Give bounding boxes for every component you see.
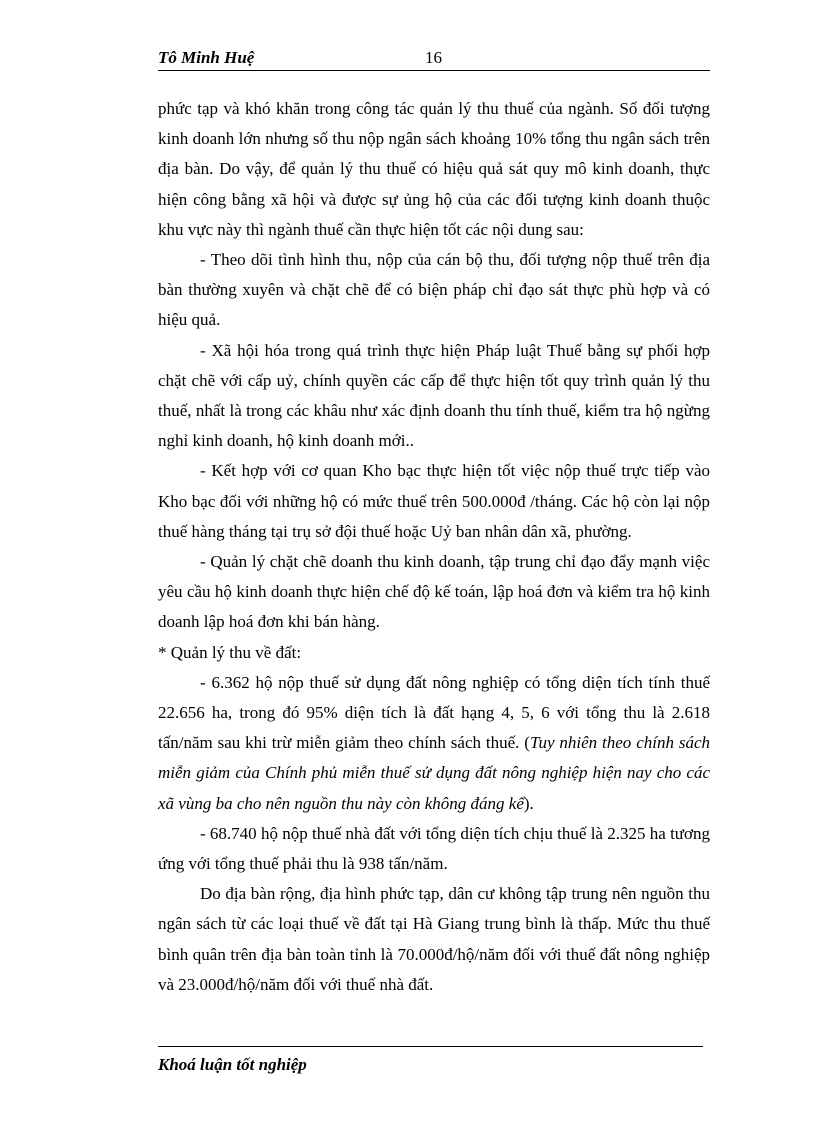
paragraph-continuation: phức tạp và khó khăn trong công tác quản lý thu thuế của ngành. Số đối tượng kinh doanh lớn nhưng số thu nộp ngân sách khoảng 10% tổng thu ngân sách trên địa bàn. Do vậy, để quản lý thu thuế có hiệu quả sát quy mô kinh doanh, thực hiện công bằng xã hội và được sự ủng hộ của các đối tượng kinh doanh thuộc khu vực này thì ngành thuế cần thực hiện tốt các nội dung sau: <box>158 99 710 239</box>
section-heading-land-revenue: * Quản lý thu về đất: <box>158 642 302 662</box>
bullet-treasury: - Kết hợp với cơ quan Kho bạc thực hiện tốt việc nộp thuế trực tiếp vào Kho bạc đối với những hộ có mức thuế trên 500.000đ /tháng. Các hộ còn lại nộp thuế hàng tháng tại trụ sở đội thuế hoặc Uỷ ban nhân dân xã, phường. <box>158 461 710 541</box>
header-author: Tô Minh Huệ <box>158 48 255 67</box>
footer-divider <box>158 1046 703 1047</box>
bullet-monitoring: - Theo dõi tình hình thu, nộp của cán bộ thu, đối tượng nộp thuế trên địa bàn thường xuyên và chặt chẽ để có biện pháp chỉ đạo sát thực phù hợp và có hiệu quả. <box>158 250 710 330</box>
paragraph-conclusion: Do địa bàn rộng, địa hình phức tạp, dân cư không tập trung nên nguồn thu ngân sách từ các loại thuế về đất tại Hà Giang trung bình là thấp. Mức thu thuế bình quân trên địa bàn toàn tỉnh là 70.000đ/hộ/năm đối với thuế đất nông nghiệp và 23.000đ/hộ/năm đối với thuế nhà đất. <box>158 884 710 994</box>
bullet-agricultural-land-tax <box>158 668 710 819</box>
agri-tax-italic-note: Tuy nhiên theo chính sách miễn giảm của Chính phủ miễn thuế sử dụng đất nông nghiệp hiện nay cho các xã vùng ba cho nên nguồn thu này còn không đáng kể <box>158 733 710 813</box>
bullet-revenue-management: - Quản lý chặt chẽ doanh thu kinh doanh, tập trung chỉ đạo đẩy mạnh việc yêu cầu hộ kinh doanh thực hiện chế độ kế toán, lập hoá đơn và kiểm tra hộ kinh doanh lập hoá đơn khi bán hàng. <box>158 552 710 632</box>
agri-tax-end: ). <box>523 793 534 813</box>
page-header <box>158 46 710 70</box>
bullet-housing-land-tax: - 68.740 hộ nộp thuế nhà đất với tổng diện tích chịu thuế là 2.325 ha tương ứng với tổng thuế phải thu là 938 tấn/năm. <box>158 823 710 874</box>
header-divider <box>158 70 710 71</box>
bullet-socialization: - Xã hội hóa trong quá trình thực hiện Pháp luật Thuế bằng sự phối hợp chặt chẽ với cấp uỷ, chính quyền các cấp để thực hiện tốt quy trình quản lý thu thuế, nhất là trong các khâu như xác định doanh thu tính thuế, kiểm tra hộ ngừng nghỉ kinh doanh, hộ kinh doanh mới.. <box>158 340 710 451</box>
page-footer: Khoá luận tốt nghiệp <box>158 1055 307 1074</box>
page-number: 16 <box>425 48 442 67</box>
document-body <box>158 94 710 1000</box>
agri-tax-text: - 6.362 hộ nộp thuế sử dụng đất nông nghiệp có tổng diện tích tính thuế 22.656 ha, trong đó 95% diện tích là đất hạng 4, 5, 6 với tổng thu là 2.618 tấn/năm sau khi trừ miễn giảm theo chính sách thuế. ( <box>158 672 710 753</box>
